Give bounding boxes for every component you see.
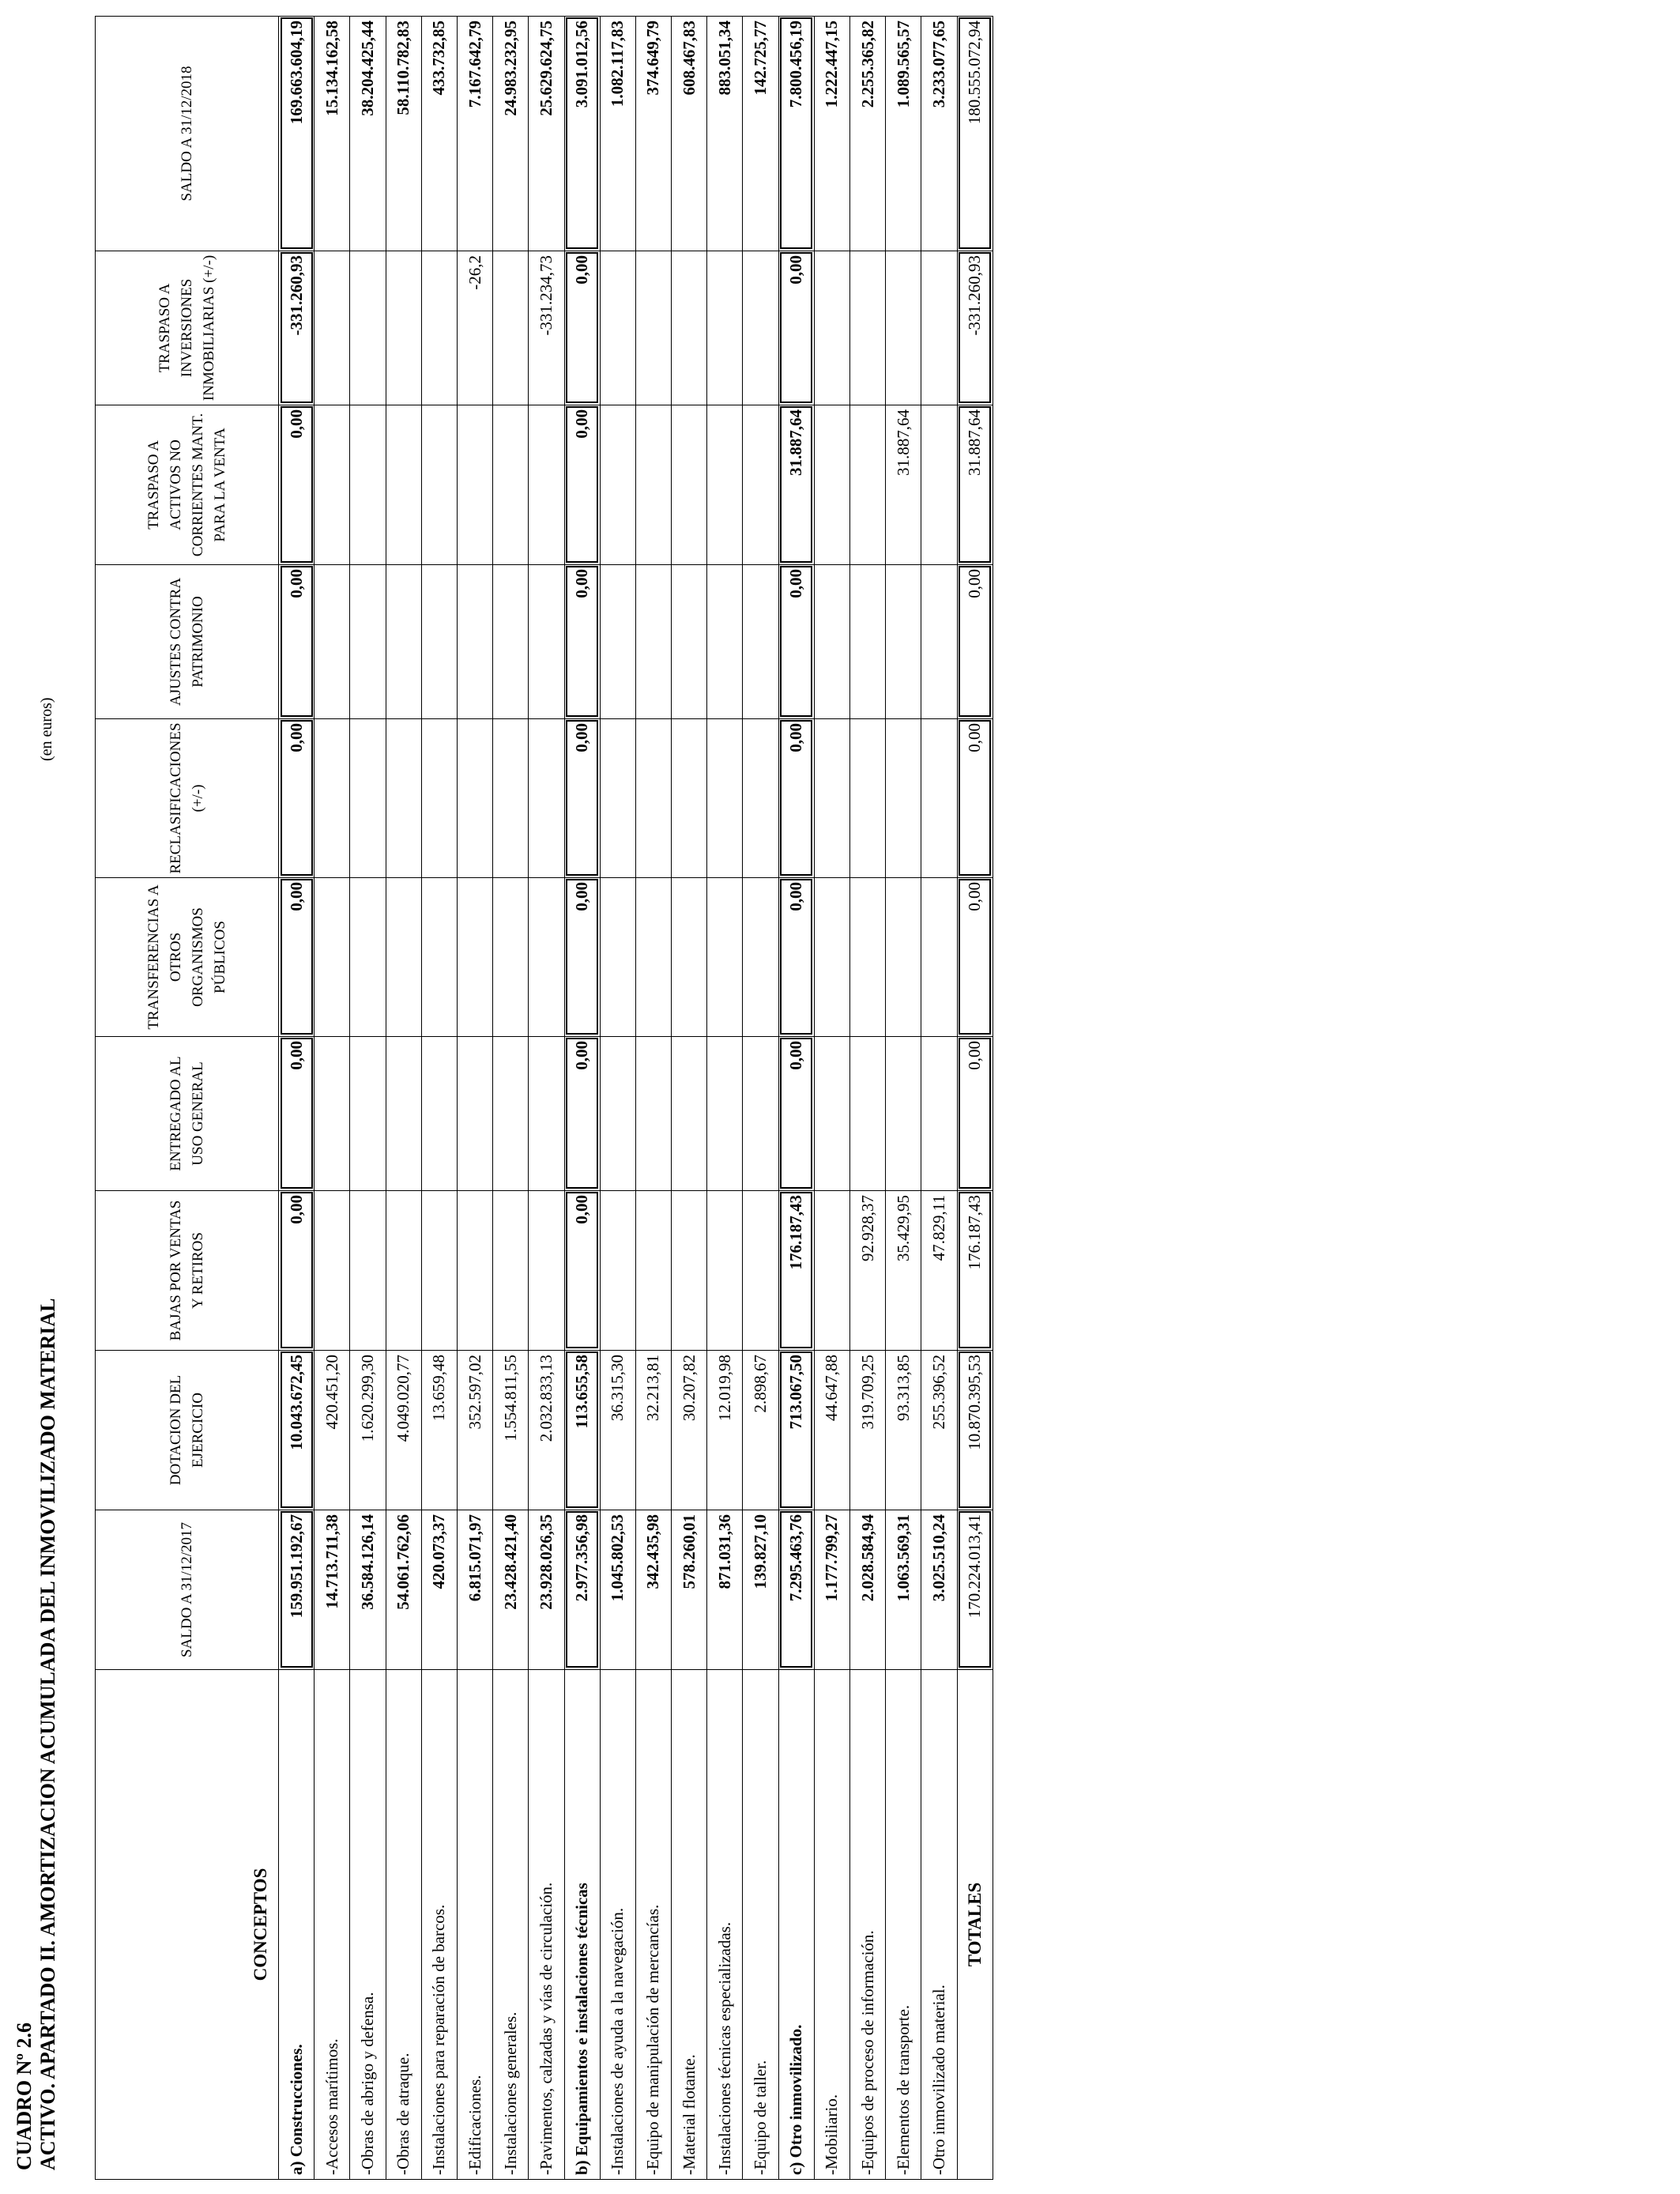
value-cell [386, 565, 421, 719]
value-cell [600, 1191, 635, 1351]
table-row [886, 17, 921, 2180]
table-number: CUADRO Nº 2.6 [13, 2022, 36, 2170]
section-row [564, 17, 600, 2180]
amortization-table [95, 16, 993, 2180]
value-cell [350, 405, 386, 565]
value-cell [421, 878, 457, 1037]
value-cell [921, 878, 957, 1037]
value-cell [814, 565, 849, 719]
value-cell: 176.187,43 [957, 1191, 993, 1351]
value-cell: 0,00 [279, 1037, 315, 1191]
value-cell [743, 1191, 778, 1351]
table-row [529, 17, 564, 2180]
value-cell [529, 405, 564, 565]
value-cell [672, 1037, 707, 1191]
value-cell [850, 251, 886, 405]
value-cell: 47.829,11 [921, 1191, 957, 1351]
value-cell: 58.110.782,83 [386, 17, 421, 251]
value-cell: 10.043.672,45 [279, 1351, 315, 1510]
value-cell [635, 565, 671, 719]
concept-cell: -Elementos de transporte. [886, 1670, 921, 2180]
col-header-reclasificaciones: RECLASIFICACIONES (+/-) [96, 719, 279, 878]
concept-cell: -Edificaciones. [457, 1670, 492, 2180]
value-cell: 0,00 [957, 1037, 993, 1191]
col-header-traspaso-inversiones: TRASPASO A INVERSIONES INMOBILIARIAS (+/-) [96, 251, 279, 405]
value-cell: 142.725,77 [743, 17, 778, 251]
value-cell [350, 719, 386, 878]
value-cell: 1.045.802,53 [600, 1510, 635, 1670]
value-cell [850, 878, 886, 1037]
value-cell: 31.887,64 [957, 405, 993, 565]
value-cell: 159.951.192,67 [279, 1510, 315, 1670]
value-cell: 14.713.711,38 [315, 1510, 350, 1670]
value-cell [493, 1037, 529, 1191]
value-cell [672, 251, 707, 405]
value-cell: 0,00 [957, 719, 993, 878]
value-cell: 3.025.510,24 [921, 1510, 957, 1670]
value-cell: 30.207,82 [672, 1351, 707, 1510]
value-cell: 0,00 [957, 565, 993, 719]
value-cell [386, 719, 421, 878]
value-cell: 871.031,36 [707, 1510, 743, 1670]
value-cell [421, 1037, 457, 1191]
value-cell [315, 1037, 350, 1191]
currency-note: (en euros) [38, 697, 55, 761]
value-cell: -331.234,73 [529, 251, 564, 405]
value-cell [672, 878, 707, 1037]
value-cell: 0,00 [564, 878, 600, 1037]
concept-cell: TOTALES [957, 1670, 993, 2180]
header-row [96, 17, 279, 2180]
col-header-dotacion: DOTACION DEL EJERCICIO [96, 1351, 279, 1510]
value-cell [635, 251, 671, 405]
value-cell [921, 405, 957, 565]
value-cell [886, 251, 921, 405]
concept-cell: a) Construcciones. [279, 1670, 315, 2180]
value-cell [707, 1037, 743, 1191]
value-cell: 0,00 [279, 565, 315, 719]
value-cell [457, 405, 492, 565]
concept-cell: -Equipos de proceso de información. [850, 1670, 886, 2180]
value-cell: 54.061.762,06 [386, 1510, 421, 1670]
totals-row [957, 17, 993, 2180]
value-cell [386, 405, 421, 565]
value-cell [921, 565, 957, 719]
value-cell: 25.629.624,75 [529, 17, 564, 251]
value-cell [707, 565, 743, 719]
value-cell: 35.429,95 [886, 1191, 921, 1351]
value-cell: 0,00 [564, 565, 600, 719]
value-cell [743, 565, 778, 719]
value-cell: 608.467,83 [672, 17, 707, 251]
value-cell [672, 1191, 707, 1351]
value-cell [350, 1191, 386, 1351]
value-cell [886, 1037, 921, 1191]
value-cell: 0,00 [778, 1037, 814, 1191]
value-cell [814, 878, 849, 1037]
value-cell: 15.134.162,58 [315, 17, 350, 251]
value-cell [457, 565, 492, 719]
value-cell [421, 251, 457, 405]
value-cell [672, 565, 707, 719]
value-cell [707, 251, 743, 405]
value-cell [493, 719, 529, 878]
value-cell [386, 878, 421, 1037]
value-cell [457, 719, 492, 878]
table-row [850, 17, 886, 2180]
value-cell [529, 1037, 564, 1191]
value-cell: 374.649,79 [635, 17, 671, 251]
table-row [350, 17, 386, 2180]
value-cell [850, 1037, 886, 1191]
value-cell: -331.260,93 [957, 251, 993, 405]
concept-cell: -Pavimentos, calzadas y vías de circulación. [529, 1670, 564, 2180]
value-cell: 352.597,02 [457, 1351, 492, 1510]
value-cell: 0,00 [778, 719, 814, 878]
value-cell [743, 251, 778, 405]
value-cell: 2.977.356,98 [564, 1510, 600, 1670]
value-cell [850, 565, 886, 719]
value-cell [457, 878, 492, 1037]
value-cell: 1.082.117,83 [600, 17, 635, 251]
value-cell: 7.295.463,76 [778, 1510, 814, 1670]
value-cell: 44.647,88 [814, 1351, 849, 1510]
value-cell: 0,00 [957, 878, 993, 1037]
value-cell [635, 878, 671, 1037]
value-cell: 24.983.232,95 [493, 17, 529, 251]
value-cell [814, 719, 849, 878]
value-cell [386, 251, 421, 405]
concept-cell: -Accesos marítimos. [315, 1670, 350, 2180]
table-row [672, 17, 707, 2180]
value-cell: 113.655,58 [564, 1351, 600, 1510]
concept-cell: -Obras de atraque. [386, 1670, 421, 2180]
table-row [814, 17, 849, 2180]
value-cell: 176.187,43 [778, 1191, 814, 1351]
value-cell [743, 405, 778, 565]
value-cell: 1.089.565,57 [886, 17, 921, 251]
value-cell [635, 405, 671, 565]
value-cell: 0,00 [778, 878, 814, 1037]
concept-cell: -Instalaciones de ayuda a la navegación. [600, 1670, 635, 2180]
value-cell: 2.032.833,13 [529, 1351, 564, 1510]
value-cell: -26,2 [457, 251, 492, 405]
value-cell: 342.435,98 [635, 1510, 671, 1670]
value-cell: 3.233.077,65 [921, 17, 957, 251]
col-header-entregado: ENTREGADO AL USO GENERAL [96, 1037, 279, 1191]
value-cell [921, 719, 957, 878]
section-row [279, 17, 315, 2180]
value-cell: 23.428.421,40 [493, 1510, 529, 1670]
value-cell: 420.073,37 [421, 1510, 457, 1670]
value-cell: 3.091.012,56 [564, 17, 600, 251]
concept-cell: -Instalaciones generales. [493, 1670, 529, 2180]
value-cell: 319.709,25 [850, 1351, 886, 1510]
value-cell [814, 1037, 849, 1191]
concept-cell: b) Equipamientos e instalaciones técnicas [564, 1670, 600, 2180]
value-cell [635, 1037, 671, 1191]
value-cell: 1.554.811,55 [493, 1351, 529, 1510]
concept-cell: -Material flotante. [672, 1670, 707, 2180]
value-cell: 36.315,30 [600, 1351, 635, 1510]
value-cell: 31.887,64 [886, 405, 921, 565]
value-cell: 23.928.026,35 [529, 1510, 564, 1670]
value-cell: 0,00 [564, 251, 600, 405]
table-row [635, 17, 671, 2180]
table-row [743, 17, 778, 2180]
concept-cell: -Instalaciones para reparación de barcos. [421, 1670, 457, 2180]
concept-cell: -Instalaciones técnicas especializadas. [707, 1670, 743, 2180]
value-cell: 10.870.395,53 [957, 1351, 993, 1510]
value-cell [493, 878, 529, 1037]
value-cell [672, 719, 707, 878]
col-header-transferencias: TRANSFERENCIAS A OTROS ORGANISMOS PÚBLICOS [96, 878, 279, 1037]
col-header-bajas: BAJAS POR VENTAS Y RETIROS [96, 1191, 279, 1351]
table-row [921, 17, 957, 2180]
table-row [421, 17, 457, 2180]
value-cell: 0,00 [279, 1191, 315, 1351]
value-cell: 578.260,01 [672, 1510, 707, 1670]
value-cell: 883.051,34 [707, 17, 743, 251]
value-cell [921, 1037, 957, 1191]
concept-cell: -Mobiliario. [814, 1670, 849, 2180]
value-cell [600, 878, 635, 1037]
value-cell [814, 1191, 849, 1351]
value-cell [600, 1037, 635, 1191]
value-cell: -331.260,93 [279, 251, 315, 405]
col-header-saldo-2018: SALDO A 31/12/2018 [96, 17, 279, 251]
value-cell: 2.898,67 [743, 1351, 778, 1510]
value-cell: 0,00 [564, 405, 600, 565]
value-cell: 0,00 [279, 878, 315, 1037]
value-cell [672, 405, 707, 565]
value-cell [529, 878, 564, 1037]
value-cell [493, 405, 529, 565]
value-cell: 38.204.425,44 [350, 17, 386, 251]
value-cell [707, 878, 743, 1037]
value-cell [921, 251, 957, 405]
value-cell [493, 251, 529, 405]
concept-cell: c) Otro inmovilizado. [778, 1670, 814, 2180]
value-cell [315, 878, 350, 1037]
value-cell [350, 565, 386, 719]
value-cell [529, 565, 564, 719]
value-cell [350, 878, 386, 1037]
value-cell: 420.451,20 [315, 1351, 350, 1510]
value-cell: 433.732,85 [421, 17, 457, 251]
value-cell [315, 1191, 350, 1351]
table-row [386, 17, 421, 2180]
table-row [457, 17, 492, 2180]
value-cell: 170.224.013,41 [957, 1510, 993, 1670]
value-cell [743, 1037, 778, 1191]
value-cell [350, 1037, 386, 1191]
value-cell [886, 565, 921, 719]
value-cell: 1.222.447,15 [814, 17, 849, 251]
value-cell: 0,00 [564, 1191, 600, 1351]
value-cell [743, 719, 778, 878]
concept-cell: -Obras de abrigo y defensa. [350, 1670, 386, 2180]
value-cell: 4.049.020,77 [386, 1351, 421, 1510]
value-cell [600, 251, 635, 405]
value-cell [315, 565, 350, 719]
value-cell [635, 719, 671, 878]
value-cell: 93.313,85 [886, 1351, 921, 1510]
value-cell [457, 1037, 492, 1191]
value-cell [707, 405, 743, 565]
value-cell: 7.800.456,19 [778, 17, 814, 251]
value-cell: 0,00 [564, 719, 600, 878]
value-cell [886, 719, 921, 878]
value-cell: 2.255.365,82 [850, 17, 886, 251]
value-cell: 0,00 [564, 1037, 600, 1191]
value-cell: 1.063.569,31 [886, 1510, 921, 1670]
value-cell: 13.659,48 [421, 1351, 457, 1510]
col-header-concepts: CONCEPTOS [96, 1670, 279, 2180]
value-cell: 1.177.799,27 [814, 1510, 849, 1670]
value-cell [421, 1191, 457, 1351]
value-cell [315, 719, 350, 878]
col-header-saldo-2017: SALDO A 31/12/2017 [96, 1510, 279, 1670]
value-cell [421, 565, 457, 719]
value-cell: 255.396,52 [921, 1351, 957, 1510]
value-cell [850, 719, 886, 878]
value-cell: 713.067,50 [778, 1351, 814, 1510]
table-row [707, 17, 743, 2180]
table-row [600, 17, 635, 2180]
value-cell [600, 719, 635, 878]
value-cell: 0,00 [778, 251, 814, 405]
value-cell [315, 405, 350, 565]
value-cell [886, 878, 921, 1037]
concept-cell: -Otro inmovilizado material. [921, 1670, 957, 2180]
value-cell [457, 1191, 492, 1351]
value-cell: 0,00 [279, 719, 315, 878]
value-cell: 36.584.126,14 [350, 1510, 386, 1670]
table-row [315, 17, 350, 2180]
col-header-ajustes: AJUSTES CONTRA PATRIMONIO [96, 565, 279, 719]
table-title: ACTIVO. APARTADO II. AMORTIZACION ACUMULADA DEL INMOVILIZADO MATERIAL [36, 1298, 59, 2170]
value-cell: 31.887,64 [778, 405, 814, 565]
table-row [493, 17, 529, 2180]
value-cell [315, 251, 350, 405]
value-cell: 1.620.299,30 [350, 1351, 386, 1510]
value-cell: 12.019,98 [707, 1351, 743, 1510]
value-cell: 7.167.642,79 [457, 17, 492, 251]
section-row [778, 17, 814, 2180]
value-cell [600, 565, 635, 719]
value-cell: 169.663.604,19 [279, 17, 315, 251]
value-cell [707, 719, 743, 878]
value-cell [386, 1191, 421, 1351]
value-cell: 0,00 [279, 405, 315, 565]
value-cell [493, 565, 529, 719]
value-cell [635, 1191, 671, 1351]
value-cell [600, 405, 635, 565]
value-cell [386, 1037, 421, 1191]
value-cell [421, 719, 457, 878]
value-cell [743, 878, 778, 1037]
value-cell: 92.928,37 [850, 1191, 886, 1351]
value-cell [350, 251, 386, 405]
value-cell: 0,00 [778, 565, 814, 719]
value-cell [529, 719, 564, 878]
value-cell [814, 251, 849, 405]
value-cell: 2.028.584,94 [850, 1510, 886, 1670]
col-header-traspaso-activos: TRASPASO A ACTIVOS NO CORRIENTES MANT. PARA LA VENTA [96, 405, 279, 565]
value-cell: 139.827,10 [743, 1510, 778, 1670]
value-cell [421, 405, 457, 565]
value-cell [493, 1191, 529, 1351]
value-cell: 6.815.071,97 [457, 1510, 492, 1670]
value-cell [707, 1191, 743, 1351]
value-cell [850, 405, 886, 565]
concept-cell: -Equipo de taller. [743, 1670, 778, 2180]
value-cell: 32.213,81 [635, 1351, 671, 1510]
value-cell [529, 1191, 564, 1351]
value-cell: 180.555.072,94 [957, 17, 993, 251]
concept-cell: -Equipo de manipulación de mercancías. [635, 1670, 671, 2180]
table-body [279, 17, 993, 2180]
value-cell [814, 405, 849, 565]
